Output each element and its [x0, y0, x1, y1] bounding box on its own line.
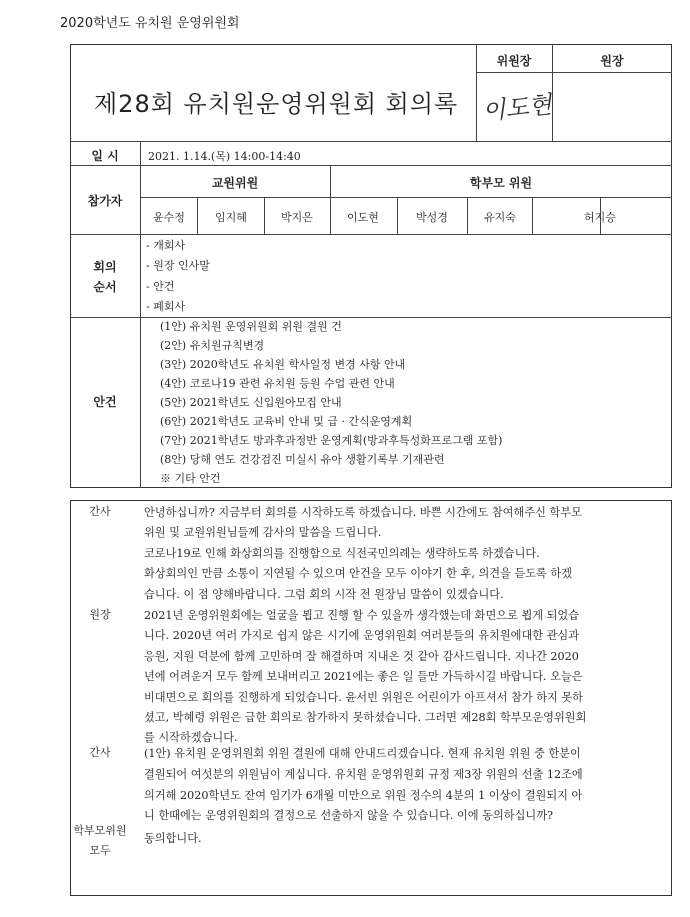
director-label: 원장 — [600, 54, 624, 68]
speaker-secretary: 간사 — [89, 746, 111, 759]
minutes-line: 를 시작하겠습니다. — [144, 731, 238, 744]
minutes-line: 습니다. 이 점 양해바랍니다. 그럼 회의 시작 전 원장님 말씀이 있겠습니다. — [144, 588, 504, 601]
divider — [70, 165, 672, 166]
minutes-line: 니다. 2020년 여러 가지로 쉽지 않은 시기에 운영위원회 여러분들의 유치원에대한 관심과 — [144, 629, 580, 642]
speaker-director: 원장 — [89, 608, 111, 621]
document-header: 2020학년도 유치원 운영위원회 — [60, 16, 240, 31]
minutes-line: 화상회의인 만큼 소통이 지연될 수 있으며 안건을 모두 이야기 한 후, 의견을 듣도록 하겠 — [144, 567, 573, 580]
attendees-label: 참가자 — [87, 194, 123, 208]
agenda-item: (2안) 유치원규칙변경 — [160, 339, 265, 352]
minutes-line: 니 한때에는 운영위원회의 결정으로 선출하지 않을 수 있습니다. 이에 동의하십니까? — [144, 809, 554, 822]
chair-label: 위원장 — [496, 54, 532, 68]
agenda-item: ※ 기타 안건 — [160, 472, 221, 485]
speaker-parents: 학부모위원 — [73, 824, 127, 837]
order-label: 순서 — [93, 280, 117, 294]
minutes-line: (1안) 유치원 운영위원회 위원 결원에 대해 안내드리겠습니다. 현재 유치원 위원 중 한분이 — [144, 747, 581, 760]
agenda-item: (4안) 코로나19 관련 유치원 등원 수업 관련 안내 — [160, 377, 395, 390]
agenda-item: (7안) 2021학년도 방과후과정반 운영계획(방과후특성화프로그램 포함) — [160, 434, 503, 447]
agenda-label: 안건 — [93, 395, 117, 409]
minutes-line: 코로나19로 인해 화상회의를 진행함으로 식전국민의례는 생략하도록 하겠습니다. — [144, 547, 540, 560]
minutes-line: 결원되어 여섯분의 위원님이 계십니다. 유치원 운영위원회 규정 제3장 위원의 선출 12조에 — [144, 768, 583, 781]
minutes-line: 응원, 지원 덕분에 함께 고민하며 잘 해결하며 지내온 것 같아 감사드립니다. 지나간 2020 — [144, 650, 579, 663]
parent-name: 허지승 — [584, 211, 616, 224]
date-label: 일 시 — [91, 149, 119, 163]
parent-name: 유지숙 — [484, 211, 516, 224]
divider — [476, 72, 672, 73]
parent-name: 박성경 — [416, 211, 448, 224]
order-label: 회의 — [93, 260, 117, 274]
minutes-line: 동의합니다. — [144, 832, 202, 845]
parent-name: 이도현 — [347, 211, 379, 224]
minutes-line: 2021년 운영위원회에는 얼굴을 뵙고 진행 할 수 있을까 생각했는데 화면으로 뵙게 되었습 — [144, 609, 580, 622]
parent-group-label: 학부모 위원 — [469, 176, 533, 190]
teacher-group-label: 교원위원 — [211, 176, 259, 190]
agenda-item: (3안) 2020학년도 유치원 학사일정 변경 사항 안내 — [160, 358, 406, 371]
minutes-line: 안녕하십니까? 지금부터 회의를 시작하도록 하겠습니다. 바쁜 시간에도 참여해주신 학부모 — [144, 506, 582, 519]
teacher-name: 윤수정 — [153, 211, 185, 224]
teacher-name: 박지은 — [281, 211, 313, 224]
agenda-item: (5안) 2021학년도 신입원아모집 안내 — [160, 396, 342, 409]
page-title: 제28회 유치원운영위원회 회의록 — [94, 90, 459, 118]
teacher-name: 임지혜 — [215, 211, 247, 224]
divider — [70, 234, 672, 235]
divider — [140, 141, 141, 488]
divider — [70, 141, 672, 142]
agenda-item: (6안) 2021학년도 교육비 안내 및 급 · 간식운영계획 — [160, 415, 413, 428]
minutes-line: 셨고, 박혜령 위원은 급한 회의로 참가하지 못하셨습니다. 그러면 제28회 학부모운영위원회 — [144, 711, 587, 724]
speaker-secretary: 간사 — [89, 505, 111, 518]
order-item: - 개회사 — [146, 239, 186, 252]
minutes-line: 위원 및 교원위원님들께 감사의 말씀을 드립니다. — [144, 526, 382, 539]
agenda-item: (8안) 당해 연도 건강검진 미실시 유아 생활기록부 기재관련 — [160, 453, 445, 466]
agenda-item: (1안) 유치원 운영위원회 위원 결원 건 — [160, 320, 342, 333]
order-item: - 폐회사 — [146, 300, 186, 313]
divider — [140, 197, 672, 198]
minutes-line: 의거해 2020학년도 잔여 임기가 6개월 미만으로 위원 정수의 4분의 1 이상이 결원되지 아 — [144, 789, 583, 802]
speaker-parents: 모두 — [89, 844, 111, 857]
minutes-line: 년에 어려운거 모두 함께 보내버리고 2021에는 좋은 일 들만 가득하시길 바랍니다. 오늘은 — [144, 670, 583, 683]
minutes-line: 비대면으로 회의를 진행하게 되었습니다. 윤서빈 위원은 어린이가 아프셔서 참가 하지 못하 — [144, 691, 583, 704]
date-value: 2021. 1.14.(목) 14:00-14:40 — [148, 150, 301, 163]
order-item: - 안건 — [146, 280, 175, 293]
chair-signature: 이도현 — [480, 90, 554, 126]
order-item: - 원장 인사말 — [146, 259, 210, 272]
